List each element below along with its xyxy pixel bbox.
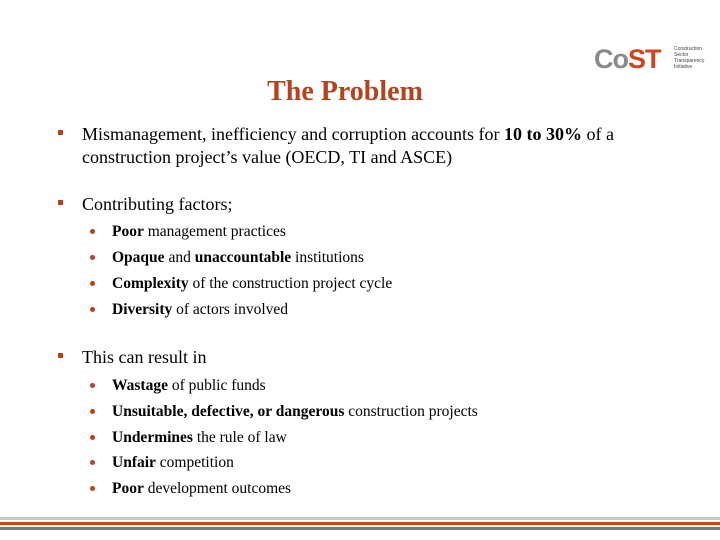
dot-bullet-icon [90,460,95,465]
cost-logo [594,44,714,74]
dot-bullet-icon [90,486,95,491]
logo-tagline-line: Sector [674,52,689,58]
logo-mark-part1: Co [594,44,628,74]
dot-bullet-icon [90,307,95,312]
dot-bullet-icon [90,409,95,414]
logo-tagline [674,46,714,70]
dot-bullet-icon [90,383,95,388]
square-bullet-icon [58,353,63,358]
logo-tagline-line: Construction [674,46,703,52]
sub-bullet-item: Poor management practices [112,222,286,241]
dot-bullet-icon [90,435,95,440]
logo-mark [594,46,661,73]
sub-bullet-item: Diversity of actors involved [112,300,288,319]
footer-stripes [0,517,720,530]
bullet-text-line2: construction project’s value (OECD, TI and ASCE) [82,147,453,167]
dot-bullet-icon [90,255,95,260]
logo-tagline-line: Transparency [674,58,705,64]
sub-bullet-item: Opaque and unaccountable institutions [112,248,364,267]
sub-bullet-item: Poor development outcomes [112,479,291,498]
slide-title: The Problem [267,76,423,107]
bullet-text: Contributing factors; [82,194,233,214]
sub-bullet-item: Unfair competition [112,453,234,472]
sub-bullet-item: Undermines the rule of law [112,428,287,447]
sub-bullet-item: Wastage of public funds [112,376,266,395]
bullet-text: Mismanagement, inefficiency and corruption accounts for 10 to 30% of a [82,124,615,144]
bullet-highlight: 10 to 30% [504,124,583,144]
square-bullet-icon [58,130,63,135]
dot-bullet-icon [90,281,95,286]
bullet-text: This can result in [82,347,207,367]
dot-bullet-icon [90,229,95,234]
logo-tagline-line: Initiative [674,64,693,70]
sub-bullet-item: Complexity of the construction project cycle [112,274,392,293]
sub-bullet-item: Unsuitable, defective, or dangerous construction projects [112,402,478,421]
logo-mark-part2: ST [628,44,661,74]
square-bullet-icon [58,200,63,205]
